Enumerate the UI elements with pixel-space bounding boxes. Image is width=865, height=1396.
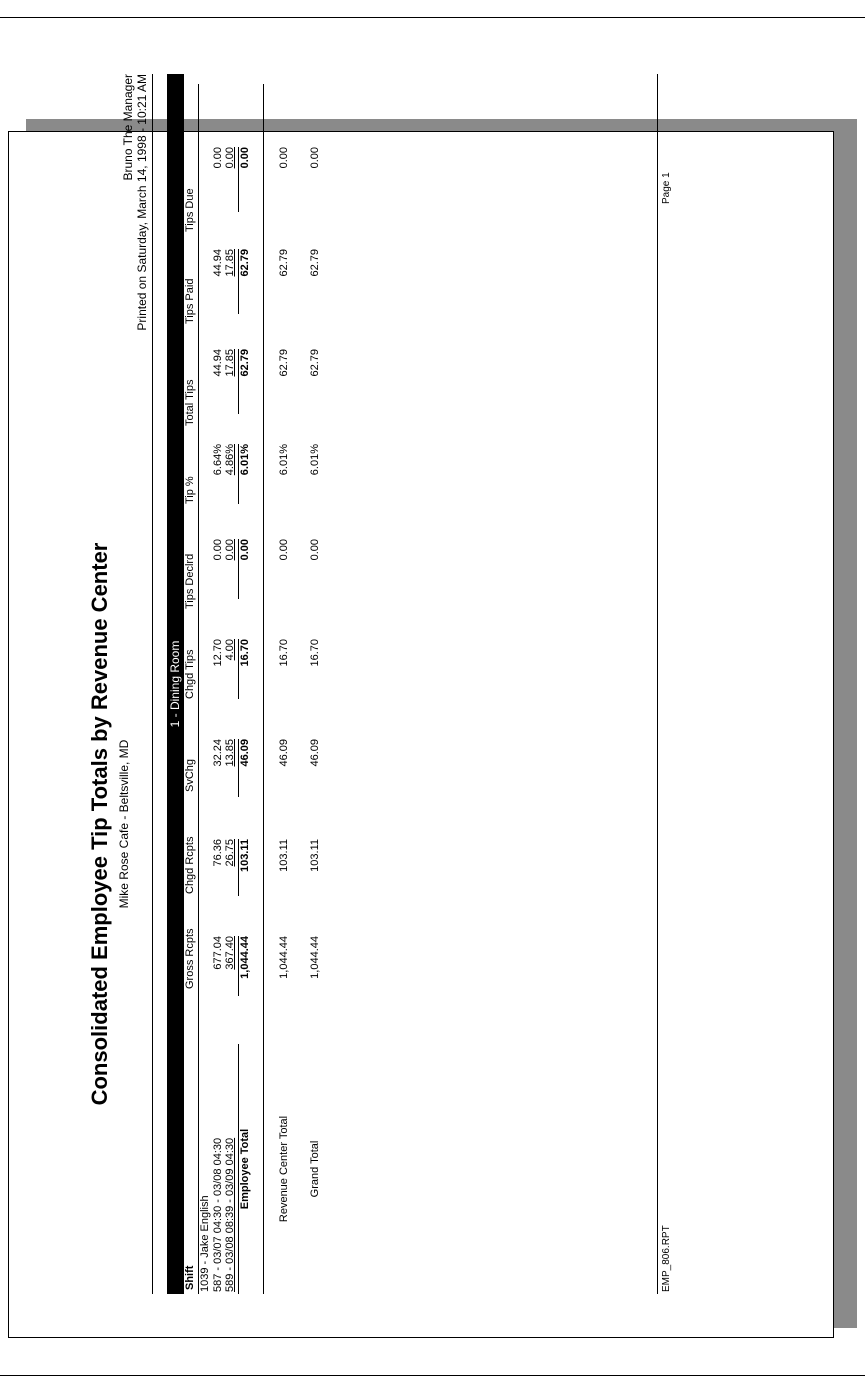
- bottom-rule: [0, 1375, 865, 1376]
- shift-row-1-declrd: 0.00: [212, 539, 224, 561]
- grand-total-declrd: 0.00: [309, 539, 321, 561]
- grand-total-paid: 62.79: [309, 249, 321, 277]
- rvc-total-due: 0.00: [278, 147, 290, 169]
- shift-row-1-shift: 587 - 03/07 04:30 - 03/08 04:30: [212, 1137, 224, 1292]
- employee-total-chgd: 103.11: [239, 839, 251, 873]
- col-header-gross: Gross Rcpts: [184, 928, 196, 989]
- employee-total-tip-pct: 6.01%: [239, 444, 251, 476]
- col-header-tips-declrd: Tips Declrd: [184, 553, 196, 609]
- grand-total-total-tips: 62.79: [309, 349, 321, 377]
- col-header-chgd-rcpts: Chgd Rcpts: [184, 836, 196, 894]
- employee-total-due: 0.00: [239, 147, 251, 169]
- rvc-total-chgd-tips: 16.70: [278, 639, 290, 667]
- shift-row-1-due: 0.00: [212, 147, 224, 169]
- revenue-center-bar: 1 - Dining Room: [167, 74, 184, 1294]
- employee-total-label: Employee Total: [239, 1128, 251, 1210]
- grand-total-chgd: 103.11: [309, 839, 321, 872]
- employee-total-svchg: 46.09: [239, 739, 251, 767]
- rvc-total-paid: 62.79: [278, 249, 290, 277]
- col-header-total-tips: Total Tips: [184, 379, 196, 426]
- shift-row-2-chgd-tips: 4.00: [224, 639, 236, 661]
- grand-total-chgd-tips: 16.70: [309, 639, 321, 667]
- employee-total-total-tips: 62.79: [239, 349, 251, 377]
- report-sheet: [69, 54, 865, 1294]
- col-header-tips-due: Tips Due: [184, 188, 196, 232]
- shift-row-2-shift: 589 - 03/08 08:39 - 03/09 04:30: [224, 1137, 236, 1292]
- shift-row-2-chgd: 26.75: [224, 839, 236, 867]
- header-rule: [152, 74, 153, 1294]
- shift-row-2-due: 0.00: [224, 147, 236, 169]
- shift-row-2-paid: 17.85: [224, 249, 236, 277]
- shift-row-1-svchg: 32.24: [212, 739, 224, 767]
- grand-total-svchg: 46.09: [309, 739, 321, 767]
- employee-total-gross: 1,044.44: [239, 936, 251, 979]
- shift-row-2-total-tips: 17.85: [224, 349, 236, 377]
- printed-date: Printed on Saturday, March 14, 1998 - 10:21 AM: [135, 74, 149, 331]
- col-header-tip-pct: Tip %: [184, 476, 196, 504]
- shift-row-1-tip-pct: 6.64%: [212, 444, 224, 476]
- rvc-total-declrd: 0.00: [278, 539, 290, 561]
- report-title: Consolidated Employee Tip Totals by Revenue Center: [87, 542, 112, 1106]
- shift-row-2-declrd: 0.00: [224, 539, 236, 561]
- shift-row-1-paid: 44.94: [212, 249, 224, 277]
- footer-page-number: Page 1: [661, 172, 672, 204]
- manager-name: Bruno The Manager: [121, 74, 135, 181]
- grand-total-label: Grand Total: [309, 1140, 321, 1198]
- col-header-tips-paid: Tips Paid: [184, 278, 196, 324]
- shift-row-1-total-tips: 44.94: [212, 349, 224, 377]
- shift-row-1-chgd-tips: 12.70: [212, 639, 224, 667]
- rvc-total-gross: 1,044.44: [278, 936, 290, 979]
- footer-rule: [657, 74, 658, 1294]
- employee-total-declrd: 0.00: [239, 539, 251, 561]
- col-header-shift: Shift: [184, 1265, 196, 1290]
- grand-total-gross: 1,044.44: [309, 936, 321, 979]
- rvc-total-label: Revenue Center Total: [278, 1115, 290, 1223]
- footer-report-name: EMP_806.RPT: [661, 1225, 672, 1292]
- report-page: [8, 74, 834, 1338]
- rvc-total-tip-pct: 6.01%: [278, 444, 290, 476]
- rvc-total-svchg: 46.09: [278, 739, 290, 767]
- shift-row-1-chgd: 76.36: [212, 839, 224, 867]
- column-rule: [198, 84, 199, 1294]
- group-rule: [263, 84, 264, 1294]
- top-rule: [0, 17, 865, 18]
- employee-total-chgd-tips: 16.70: [239, 639, 251, 667]
- rvc-total-total-tips: 62.79: [278, 349, 290, 377]
- rvc-total-chgd: 103.11: [278, 839, 290, 872]
- shift-row-1-gross: 677.04: [212, 936, 224, 970]
- shift-row-2-tip-pct: 4.86%: [224, 444, 236, 476]
- shift-row-2-svchg: 13.85: [224, 739, 236, 767]
- employee-name: 1039 - Jake English: [199, 1195, 211, 1292]
- shift-row-2-gross: 367.40: [224, 936, 236, 970]
- grand-total-due: 0.00: [309, 147, 321, 169]
- col-header-svchg: SvChg: [184, 758, 196, 792]
- report-subtitle: Mike Rose Cafe - Beltsville, MD: [117, 739, 131, 909]
- employee-total-paid: 62.79: [239, 249, 251, 277]
- col-header-chgd-tips: Chgd Tips: [184, 649, 196, 699]
- grand-total-tip-pct: 6.01%: [309, 444, 321, 476]
